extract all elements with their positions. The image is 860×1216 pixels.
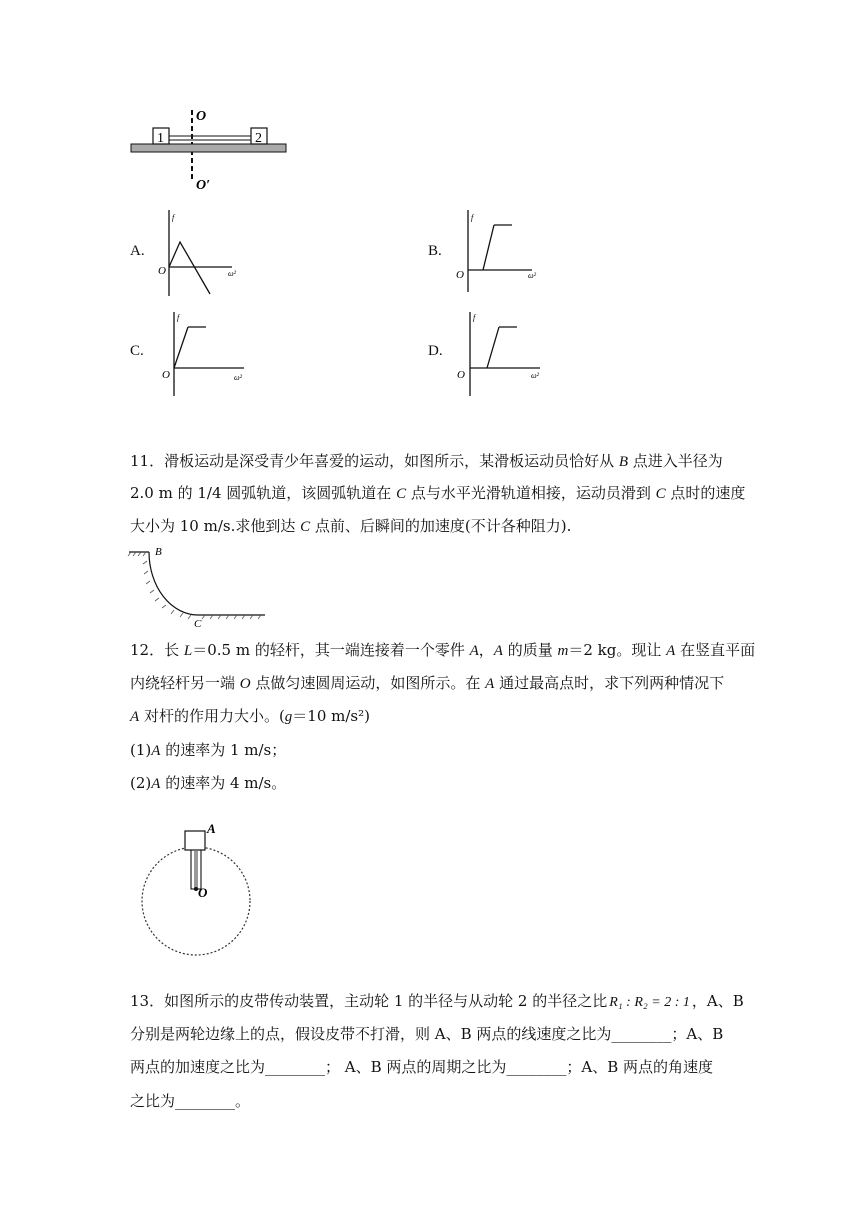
option-a-origin: O [158,265,166,277]
q13-line-2: 分别是两轮边缘上的点，假设皮带不打滑，则 A、B 两点的线速度之比为________；A、B [130,1025,724,1043]
option-a-graph[interactable] [150,208,250,298]
point-b-label: B [155,546,162,558]
option-c-x-label: ω² [234,373,243,382]
ratio-formula: R₁ : R₂ = 2 : 1 [609,995,690,1010]
circular-motion-figure [135,815,255,975]
q12-sub-1: (1)A 的速率为 1 m/s； [130,741,287,759]
option-c-letter[interactable]: C. [130,343,144,359]
q12-line-2: 内绕轻杆另一端 O 点做匀速圆周运动，如图所示。在 A 通过最高点时，求下列两种情况下 [130,674,725,692]
option-d-letter[interactable]: D. [428,343,443,359]
axis-top-label: O [196,109,207,124]
q13-line-4: 之比为________。 [130,1092,251,1110]
axis-bottom-label: O′ [196,178,211,193]
q13-line-1: 13．如图所示的皮带传动装置，主动轮 1 的半径与从动轮 2 的半径之比 R₁ : R₂ = 2 : 1 ，A、B [130,992,744,1010]
option-d-x-label: ω² [531,371,540,380]
q12-line-1: 12．长 L＝0.5 m 的轻杆，其一端连接着一个零件 A，A 的质量 m＝2 kg。现让 A 在竖直平面 [130,641,756,659]
option-d-origin: O [457,369,465,381]
block-1-label: 1 [157,131,164,146]
option-a-letter[interactable]: A. [130,243,145,259]
turntable-figure [125,100,295,195]
q11-line-2: 2.0 m 的 1/4 圆弧轨道，该圆弧轨道在 C 点与水平光滑轨道相接，运动员滑到 C 点时的速度 [130,484,746,502]
option-a-x-label: ω² [228,269,237,278]
option-c-origin: O [162,369,170,381]
option-b-f-label: f [471,213,474,222]
q12-sub-2: (2)A 的速率为 4 m/s。 [130,774,287,792]
block-2-label: 2 [255,131,262,146]
skateboard-track-figure [125,545,270,630]
q11-line-1: 11．滑板运动是深受青少年喜爱的运动，如图所示，某滑板运动员恰好从 B 点进入半径为 [130,452,723,470]
q13-line-3: 两点的加速度之比为________； A、B 两点的周期之比为________；A、B 两点的角速度 [130,1058,714,1076]
option-b-x-label: ω² [528,271,537,280]
q11-line-3: 大小为 10 m/s.求他到达 C 点前、后瞬间的加速度(不计各种阻力). [130,517,572,535]
option-c-f-label: f [177,313,180,322]
option-a-f-label: f [172,213,175,222]
option-b-letter[interactable]: B. [428,243,442,259]
part-a-label: A [207,821,216,836]
option-b-graph[interactable] [450,208,550,298]
option-d-f-label: f [473,313,476,322]
option-d-graph[interactable] [455,310,555,400]
option-b-origin: O [456,269,464,281]
option-c-graph[interactable] [160,310,260,400]
pivot-o-label: O [198,885,208,900]
q12-line-3: A 对杆的作用力大小。(g＝10 m/s²) [130,707,370,725]
point-c-label: C [194,618,202,630]
